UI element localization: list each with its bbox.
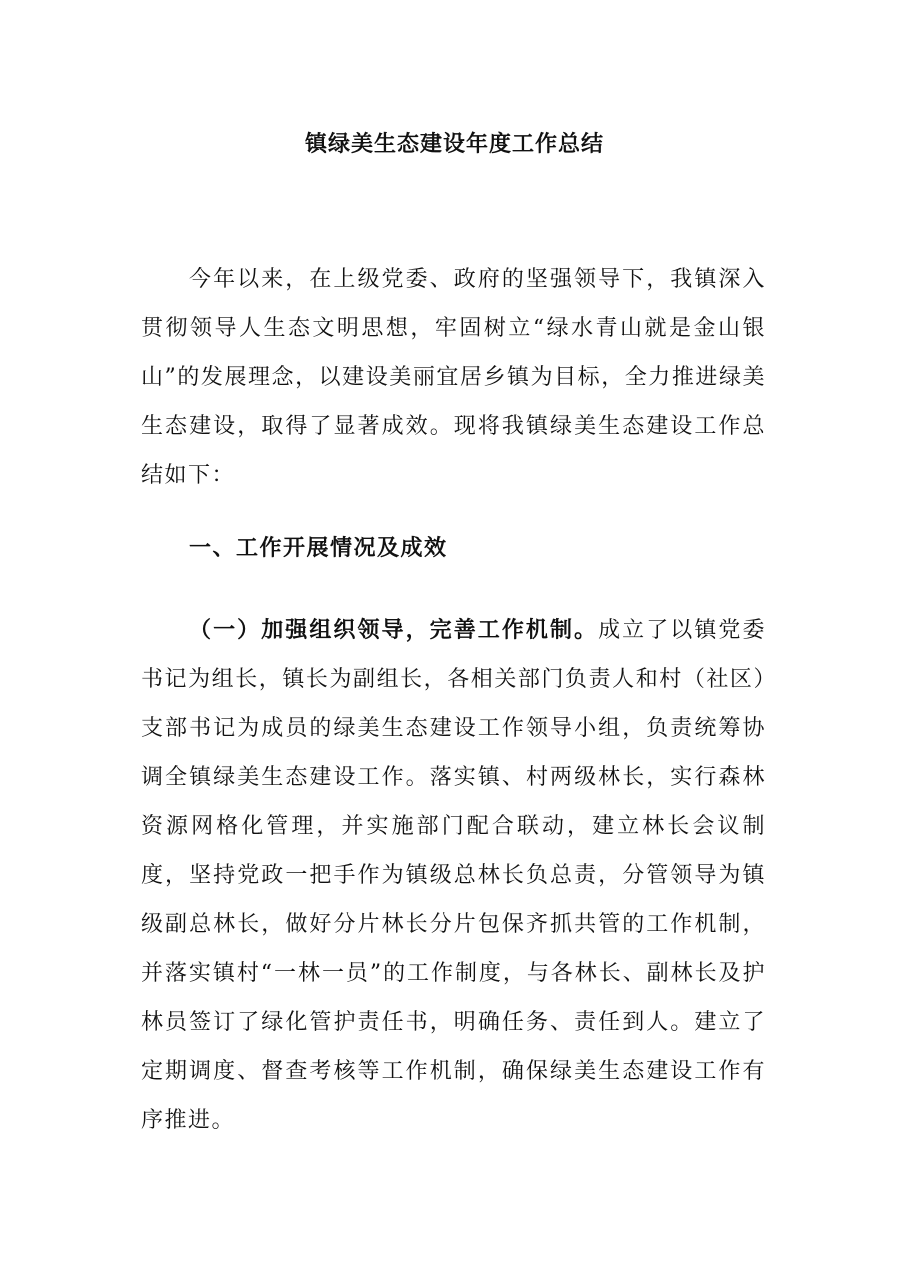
document-title: 镇绿美生态建设年度工作总结 [304,131,604,157]
section-heading: 一、工作开展情况及成效 [189,535,448,561]
subsection-lead: （一）加强组织领导，完善工作机制。 [189,617,599,643]
subsection-body: 成立了以镇党委书记为组长，镇长为副组长，各相关部门负责人和村（社区）支部书记为成员的绿美生态建设工作领导小组，负责统筹协调全镇绿美生态建设工作。落实镇、村两级林长，实行森林资源网格化管理，并实施部门配合联动，建立林长会议制度，坚持党政一把手作为镇级总林长负总责，分管领导为镇级副总林长，做好分片林长分片包保齐抓共管的工作机制，并落实镇村“一林一员”的工作制度，与各林长、副林长及护林员签订了绿化管护责任书，明确任务、责任到人。建立了定期调度、督查考核等工作机制，确保绿美生态建设工作有序推进。 [141,618,766,1133]
subsection-paragraph [141,606,766,1145]
intro-paragraph: 今年以来，在上级党委、政府的坚强领导下，我镇深入贯彻领导人生态文明思想，牢固树立“绿水青山就是金山银山”的发展理念，以建设美丽宜居乡镇为目标，全力推进绿美生态建设，取得了显著成效。现将我镇绿美生态建设工作总结如下： [141,267,766,488]
